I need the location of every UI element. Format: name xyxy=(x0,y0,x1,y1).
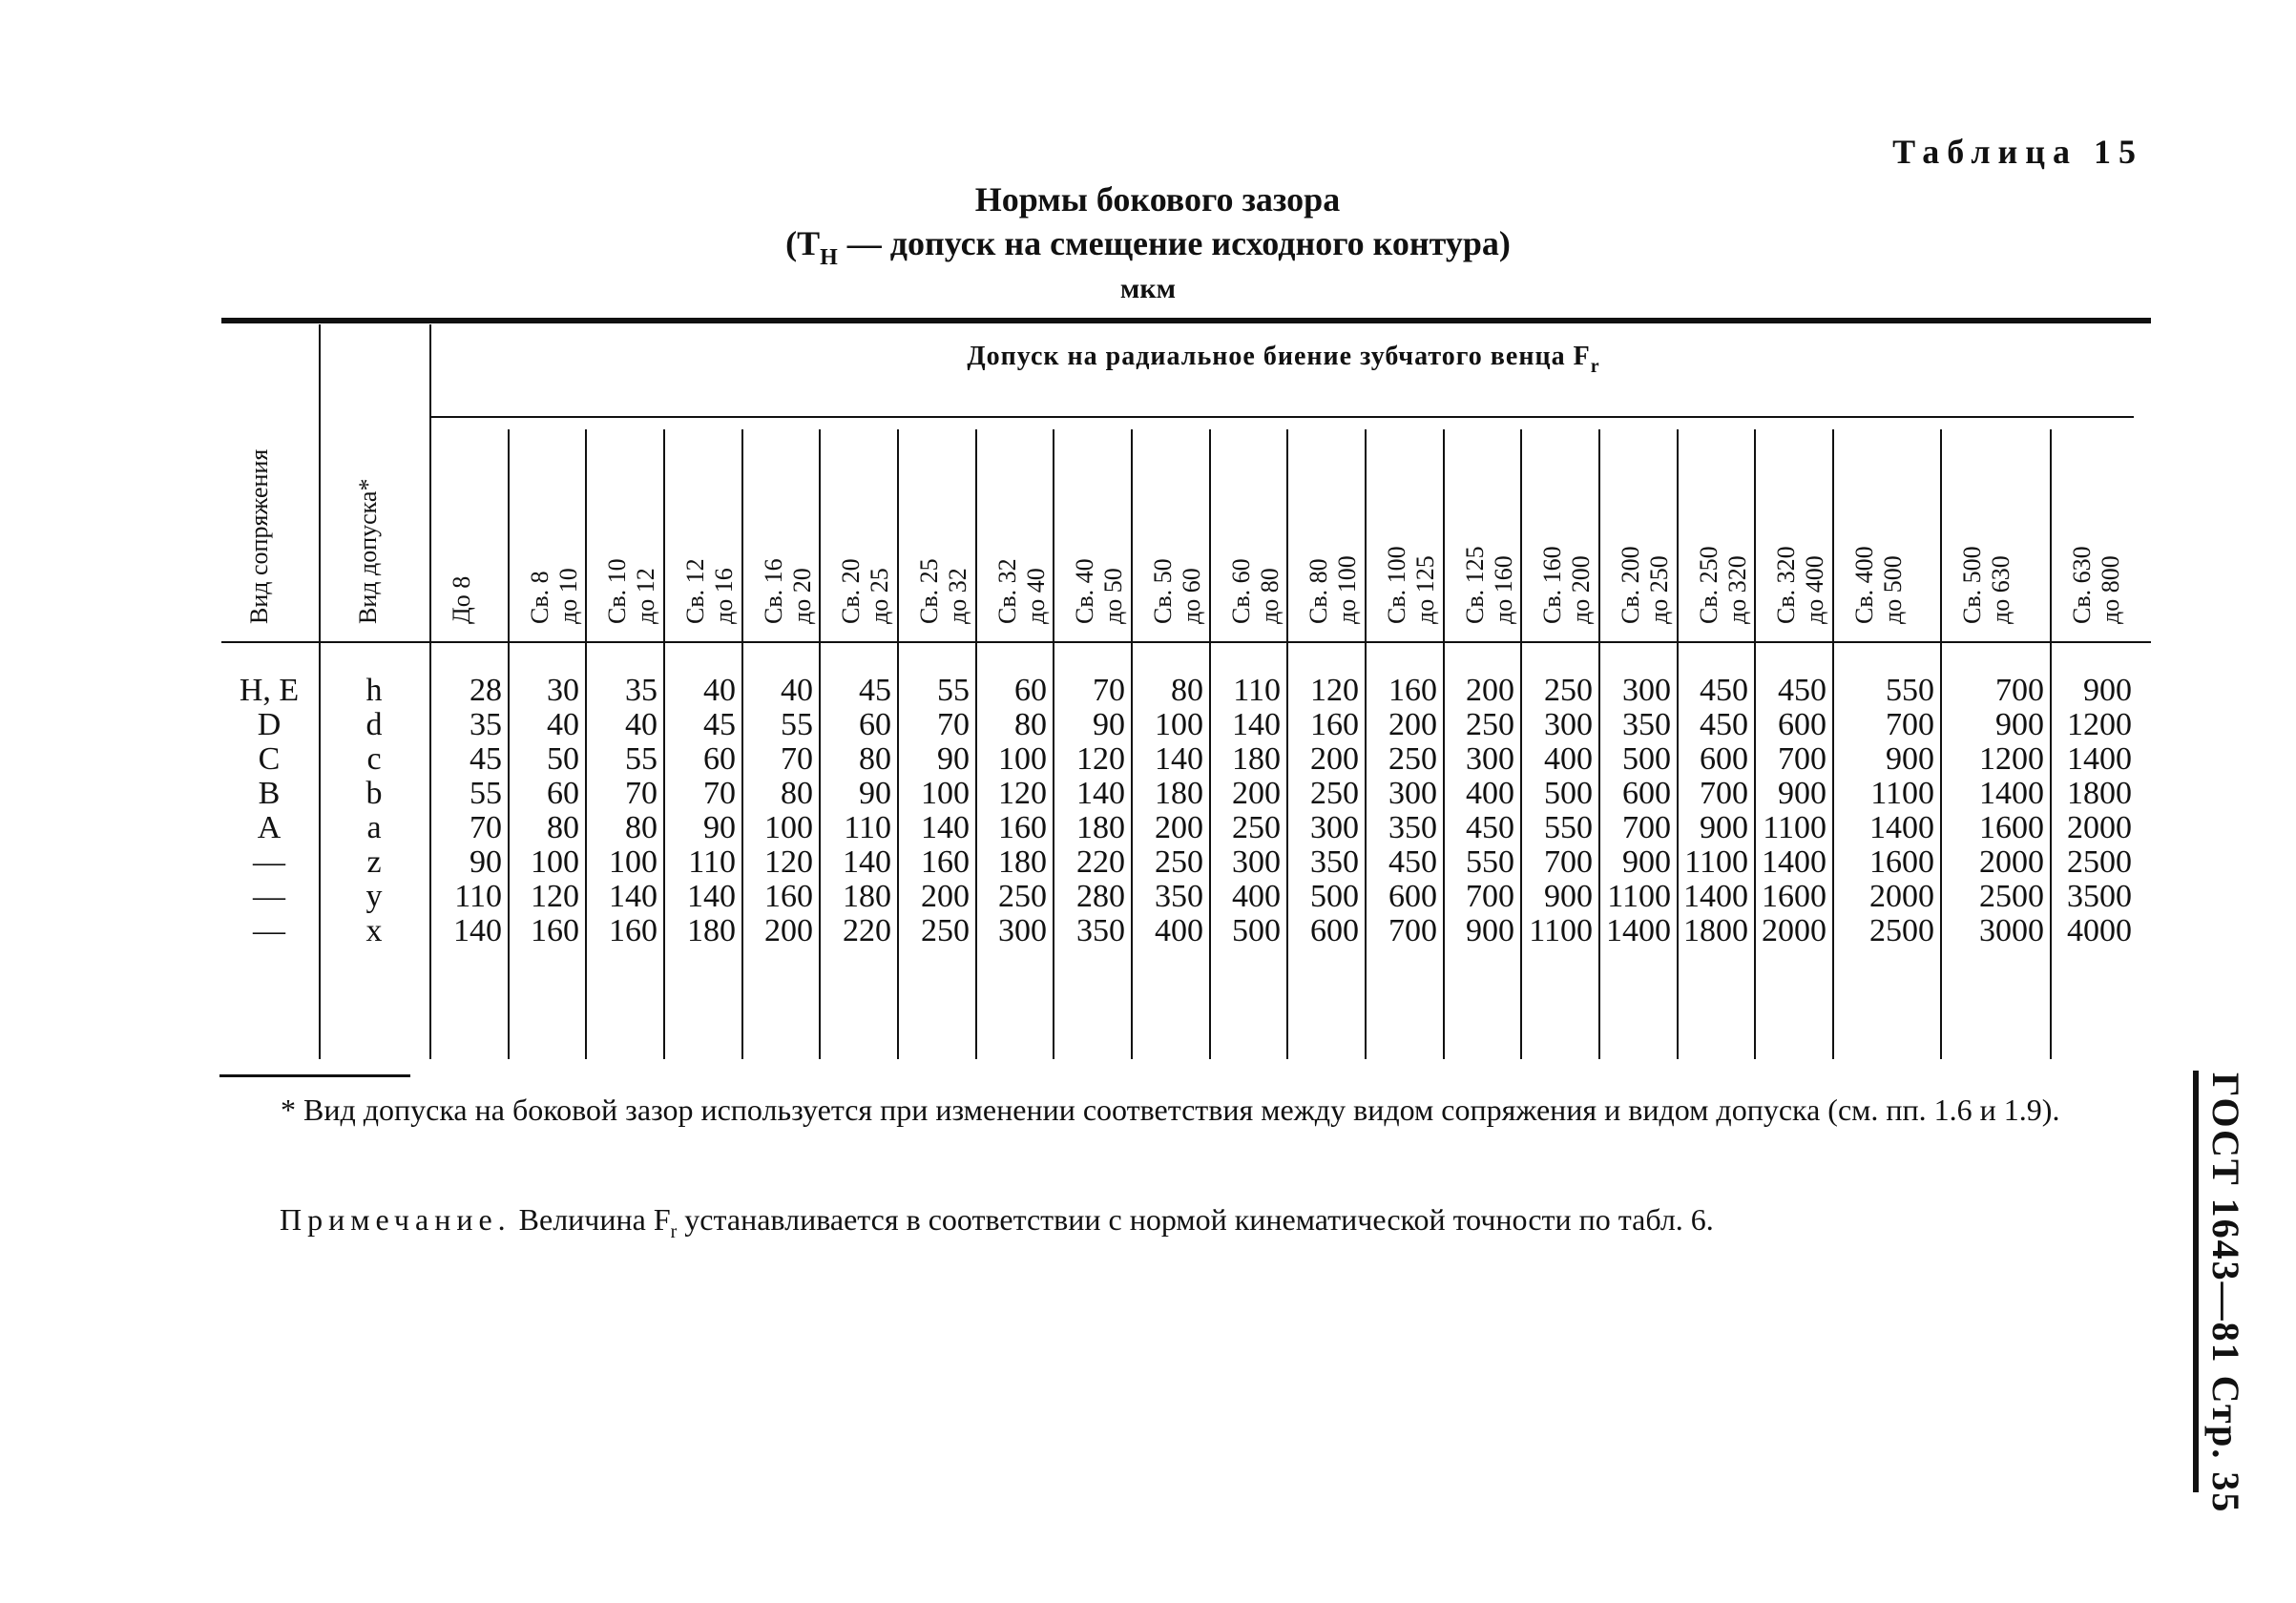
tolerance-type: d xyxy=(365,707,383,742)
table-cell: 900 xyxy=(1544,879,1593,914)
table-cell: 200 xyxy=(1155,810,1203,845)
range-label-line1: Св. 160 xyxy=(1538,546,1566,624)
table-cell: 40 xyxy=(781,673,813,708)
tolerance-type: z xyxy=(366,844,382,880)
table-cell: 900 xyxy=(2083,673,2132,708)
span-header-rule xyxy=(429,416,2134,418)
range-label-line1: Св. 20 xyxy=(837,558,865,624)
range-label-line2: до 16 xyxy=(710,568,738,624)
range-label-line1: Св. 80 xyxy=(1305,558,1332,624)
span-header-subscript: r xyxy=(1590,356,1600,377)
table-cell: 180 xyxy=(1232,741,1281,777)
table-cell: 100 xyxy=(1155,707,1203,742)
table-cell: 550 xyxy=(1886,673,1934,708)
table-cell: 700 xyxy=(1622,810,1671,845)
table-cell: 30 xyxy=(547,673,579,708)
range-label-line1: Св. 250 xyxy=(1695,546,1722,624)
table-cell: 140 xyxy=(1232,707,1281,742)
table-cell: 700 xyxy=(1700,776,1748,811)
table-title: Нормы бокового зазора xyxy=(974,180,1341,219)
table-cell: 1400 xyxy=(1762,844,1826,880)
table-cell: 1100 xyxy=(1684,844,1748,880)
range-label-line2: до 800 xyxy=(2097,555,2124,624)
table-cell: 120 xyxy=(1310,673,1359,708)
range-label-line2: до 60 xyxy=(1178,568,1205,624)
table-cell: 80 xyxy=(859,741,891,777)
table-subtitle xyxy=(0,223,2296,270)
table-cell: 160 xyxy=(764,879,813,914)
table-cell: 450 xyxy=(1388,844,1437,880)
col-header-mating: Вид сопряжения xyxy=(245,448,273,624)
mating-type: D xyxy=(257,707,282,742)
table-cell: 60 xyxy=(547,776,579,811)
table-cell: 140 xyxy=(843,844,891,880)
table-cell: 1600 xyxy=(1979,810,2044,845)
table-cell: 55 xyxy=(625,741,657,777)
table-cell: 140 xyxy=(687,879,736,914)
table-cell: 160 xyxy=(609,913,657,948)
col-header-tolerance: Вид допуска* xyxy=(354,478,382,624)
table-cell: 110 xyxy=(454,879,502,914)
table-cell: 1100 xyxy=(1870,776,1934,811)
table-cell: 1100 xyxy=(1763,810,1826,845)
table-cell: 70 xyxy=(703,776,736,811)
table-cell: 2000 xyxy=(1979,844,2044,880)
table-cell: 250 xyxy=(1388,741,1437,777)
table-cell: 700 xyxy=(1886,707,1934,742)
table-cell: 300 xyxy=(1544,707,1593,742)
range-label-line2: до 500 xyxy=(1879,555,1907,624)
side-header-bar xyxy=(2193,1071,2199,1492)
table-cell: 2000 xyxy=(1869,879,1934,914)
tolerance-type: c xyxy=(366,741,382,777)
range-label-line2: до 160 xyxy=(1490,555,1517,624)
table-cell: 180 xyxy=(843,879,891,914)
tolerance-type: a xyxy=(366,810,382,845)
table-cell: 280 xyxy=(1076,879,1125,914)
range-label-line2: до 12 xyxy=(632,568,659,624)
table-cell: 110 xyxy=(688,844,736,880)
table-cell: 70 xyxy=(781,741,813,777)
tolerance-type: b xyxy=(365,776,383,811)
range-label-line1: Св. 200 xyxy=(1617,546,1644,624)
table-cell: 900 xyxy=(1886,741,1934,777)
range-label-line2: до 50 xyxy=(1099,568,1127,624)
table-cell: 100 xyxy=(998,741,1047,777)
subtitle-rest: — допуск на смещение исходного контура) xyxy=(846,224,1511,262)
table-cell: 350 xyxy=(1155,879,1203,914)
table-cell: 3500 xyxy=(2067,879,2132,914)
note-subscript: r xyxy=(670,1221,678,1242)
tolerance-type: h xyxy=(365,673,383,708)
table-cell: 450 xyxy=(1778,673,1826,708)
table-cell: 250 xyxy=(1544,673,1593,708)
range-label-line2: до 20 xyxy=(788,568,816,624)
table-unit: мкм xyxy=(1119,273,1177,304)
table-cell: 900 xyxy=(1778,776,1826,811)
mating-type: — xyxy=(253,913,285,948)
tolerance-type: y xyxy=(365,879,383,914)
mating-type: C xyxy=(258,741,281,777)
range-label-line2: до 125 xyxy=(1411,555,1439,624)
table-cell: 600 xyxy=(1778,707,1826,742)
range-label-line1: Св. 12 xyxy=(681,558,709,624)
range-label-line2: до 250 xyxy=(1645,555,1673,624)
table-cell: 700 xyxy=(1544,844,1593,880)
table-cell: 300 xyxy=(998,913,1047,948)
table-cell: 900 xyxy=(1622,844,1671,880)
side-header: ГОСТ 1643—81 Стр. 35 xyxy=(2204,1072,2247,1514)
header-bottom-rule xyxy=(221,641,2151,643)
table-cell: 200 xyxy=(1310,741,1359,777)
table-cell: 1800 xyxy=(2067,776,2132,811)
table-cell: 200 xyxy=(1388,707,1437,742)
table-cell: 500 xyxy=(1622,741,1671,777)
table-cell: 200 xyxy=(921,879,970,914)
table-cell: 1100 xyxy=(1607,879,1671,914)
table-cell: 400 xyxy=(1544,741,1593,777)
table-cell: 200 xyxy=(1232,776,1281,811)
table-cell: 90 xyxy=(703,810,736,845)
tolerance-type: x xyxy=(365,913,383,948)
table-cell: 70 xyxy=(470,810,502,845)
table-cell: 110 xyxy=(844,810,891,845)
range-label-line1: Св. 8 xyxy=(526,571,553,624)
table-cell: 300 xyxy=(1232,844,1281,880)
table-cell: 60 xyxy=(1014,673,1047,708)
table-cell: 200 xyxy=(764,913,813,948)
table-cell: 300 xyxy=(1466,741,1514,777)
table-cell: 120 xyxy=(998,776,1047,811)
table-cell: 1600 xyxy=(1762,879,1826,914)
table-cell: 180 xyxy=(998,844,1047,880)
table-cell: 500 xyxy=(1232,913,1281,948)
table-cell: 250 xyxy=(921,913,970,948)
range-label-line1: Св. 60 xyxy=(1227,558,1255,624)
table-cell: 2000 xyxy=(2067,810,2132,845)
table-cell: 550 xyxy=(1466,844,1514,880)
table-cell: 80 xyxy=(1171,673,1203,708)
subtitle-subscript: H xyxy=(820,245,838,270)
table-cell: 80 xyxy=(1014,707,1047,742)
range-label-line1: Св. 100 xyxy=(1383,546,1410,624)
table-cell: 500 xyxy=(1310,879,1359,914)
table-cell: 80 xyxy=(625,810,657,845)
table-number: Таблица 15 xyxy=(1892,133,2143,171)
table-cell: 100 xyxy=(609,844,657,880)
table-cell: 160 xyxy=(1310,707,1359,742)
table-cell: 1200 xyxy=(2067,707,2132,742)
table-cell: 120 xyxy=(1076,741,1125,777)
table-cell: 90 xyxy=(859,776,891,811)
range-label-line1: Св. 40 xyxy=(1071,558,1098,624)
table-cell: 350 xyxy=(1622,707,1671,742)
table-cell: 1400 xyxy=(2067,741,2132,777)
table-cell: 450 xyxy=(1466,810,1514,845)
table-cell: 700 xyxy=(1466,879,1514,914)
mating-type: — xyxy=(253,844,285,880)
table-cell: 2500 xyxy=(1979,879,2044,914)
mating-type: A xyxy=(257,810,282,845)
table-cell: 50 xyxy=(547,741,579,777)
table-cell: 400 xyxy=(1466,776,1514,811)
range-label-line1: Св. 400 xyxy=(1850,546,1878,624)
span-header xyxy=(429,342,2138,377)
table-cell: 100 xyxy=(531,844,579,880)
range-label-line2: до 10 xyxy=(554,568,582,624)
note xyxy=(280,1200,2131,1243)
table-cell: 300 xyxy=(1310,810,1359,845)
table-cell: 450 xyxy=(1700,707,1748,742)
table-cell: 70 xyxy=(625,776,657,811)
table-cell: 180 xyxy=(687,913,736,948)
table-cell: 200 xyxy=(1466,673,1514,708)
table-cell: 350 xyxy=(1388,810,1437,845)
table-cell: 180 xyxy=(1155,776,1203,811)
table-cell: 120 xyxy=(531,879,579,914)
table-cell: 1400 xyxy=(1606,913,1671,948)
table-cell: 45 xyxy=(859,673,891,708)
table-cell: 220 xyxy=(843,913,891,948)
table-cell: 1200 xyxy=(1979,741,2044,777)
range-label-line2: до 100 xyxy=(1333,555,1361,624)
table-cell: 80 xyxy=(547,810,579,845)
table-cell: 160 xyxy=(531,913,579,948)
table-cell: 600 xyxy=(1388,879,1437,914)
table-cell: 100 xyxy=(764,810,813,845)
range-label-line1: Св. 16 xyxy=(760,558,787,624)
table-cell: 90 xyxy=(937,741,970,777)
table-cell: 70 xyxy=(1093,673,1125,708)
table-cell: 40 xyxy=(625,707,657,742)
note-text-a: Величина F xyxy=(511,1202,671,1237)
range-label-line2: до 80 xyxy=(1256,568,1284,624)
table-cell: 110 xyxy=(1233,673,1281,708)
table-cell: 600 xyxy=(1700,741,1748,777)
table-cell: 3000 xyxy=(1979,913,2044,948)
range-label-line1: Св. 10 xyxy=(603,558,631,624)
table-cell: 28 xyxy=(470,673,502,708)
table-cell: 160 xyxy=(1388,673,1437,708)
table-cell: 180 xyxy=(1076,810,1125,845)
table-cell: 600 xyxy=(1622,776,1671,811)
table-cell: 60 xyxy=(703,741,736,777)
footnote: * Вид допуска на боковой зазор используется при изменении соответствия между видом сопряжения и видом допуска (см. пп. 1.6 и 1.9). xyxy=(281,1093,2060,1127)
range-label-line2: до 320 xyxy=(1723,555,1751,624)
table-cell: 40 xyxy=(703,673,736,708)
range-label-line1: Св. 32 xyxy=(993,558,1021,624)
table-cell: 550 xyxy=(1544,810,1593,845)
table-cell: 140 xyxy=(1155,741,1203,777)
table-cell: 900 xyxy=(1700,810,1748,845)
range-label-line1: До 8 xyxy=(448,575,475,624)
table-cell: 300 xyxy=(1622,673,1671,708)
range-label-line1: Св. 500 xyxy=(1958,546,1986,624)
table-cell: 60 xyxy=(859,707,891,742)
table-cell: 45 xyxy=(470,741,502,777)
span-header-text: Допуск на радиальное биение зубчатого венца F xyxy=(967,342,1591,371)
table-cell: 700 xyxy=(1778,741,1826,777)
table-cell: 140 xyxy=(921,810,970,845)
table-cell: 1600 xyxy=(1869,844,1934,880)
table-cell: 120 xyxy=(764,844,813,880)
table-cell: 40 xyxy=(547,707,579,742)
table-cell: 1100 xyxy=(1529,913,1593,948)
table-cell: 450 xyxy=(1700,673,1748,708)
range-label-line2: до 25 xyxy=(866,568,893,624)
table-cell: 600 xyxy=(1310,913,1359,948)
table-cell: 400 xyxy=(1155,913,1203,948)
table-cell: 90 xyxy=(1093,707,1125,742)
range-label-line2: до 32 xyxy=(944,568,971,624)
table-cell: 55 xyxy=(781,707,813,742)
table-cell: 1400 xyxy=(1683,879,1748,914)
table-cell: 140 xyxy=(1076,776,1125,811)
table-cell: 400 xyxy=(1232,879,1281,914)
table-cell: 700 xyxy=(1995,673,2044,708)
range-label-line2: до 200 xyxy=(1567,555,1595,624)
mating-type: B xyxy=(258,776,281,811)
table-cell: 4000 xyxy=(2067,913,2132,948)
table-cell: 55 xyxy=(470,776,502,811)
range-label-line1: Св. 125 xyxy=(1461,546,1489,624)
table-cell: 350 xyxy=(1076,913,1125,948)
table-cell: 900 xyxy=(1466,913,1514,948)
table-cell: 160 xyxy=(921,844,970,880)
table-cell: 160 xyxy=(998,810,1047,845)
table-cell: 2000 xyxy=(1762,913,1826,948)
mating-type: — xyxy=(253,879,285,914)
table-cell: 90 xyxy=(470,844,502,880)
table-cell: 55 xyxy=(937,673,970,708)
table-cell: 250 xyxy=(1466,707,1514,742)
table-cell: 80 xyxy=(781,776,813,811)
table-cell: 300 xyxy=(1388,776,1437,811)
subtitle-open: (T xyxy=(785,224,821,262)
table-cell: 1400 xyxy=(1869,810,1934,845)
table-cell: 900 xyxy=(1995,707,2044,742)
range-label-line2: до 630 xyxy=(1987,555,2014,624)
table-cell: 2500 xyxy=(1869,913,1934,948)
table-cell: 250 xyxy=(1310,776,1359,811)
table-cell: 500 xyxy=(1544,776,1593,811)
table-cell: 45 xyxy=(703,707,736,742)
range-label-line1: Св. 630 xyxy=(2068,546,2096,624)
table-cell: 70 xyxy=(937,707,970,742)
mating-type: H, E xyxy=(239,673,300,708)
table-cell: 250 xyxy=(1155,844,1203,880)
table-cell: 35 xyxy=(625,673,657,708)
table-cell: 140 xyxy=(453,913,502,948)
table-cell: 250 xyxy=(1232,810,1281,845)
table-top-rule xyxy=(221,318,2151,323)
range-label-line1: Св. 50 xyxy=(1149,558,1177,624)
note-lead: Примечание. xyxy=(280,1202,511,1237)
footnote-rule xyxy=(219,1074,410,1077)
table-cell: 100 xyxy=(921,776,970,811)
range-label-line1: Св. 320 xyxy=(1772,546,1800,624)
table-cell: 1800 xyxy=(1683,913,1748,948)
table-cell: 220 xyxy=(1076,844,1125,880)
table-cell: 350 xyxy=(1310,844,1359,880)
range-label-line1: Св. 25 xyxy=(915,558,943,624)
table-cell: 35 xyxy=(470,707,502,742)
table-cell: 1400 xyxy=(1979,776,2044,811)
table-cell: 2500 xyxy=(2067,844,2132,880)
note-text-b: устанавливается в соответствии с нормой кинематической точности по табл. 6. xyxy=(677,1202,1714,1237)
range-label-line2: до 400 xyxy=(1801,555,1828,624)
table-cell: 140 xyxy=(609,879,657,914)
range-label-line2: до 40 xyxy=(1022,568,1050,624)
table-cell: 250 xyxy=(998,879,1047,914)
table-cell: 700 xyxy=(1388,913,1437,948)
